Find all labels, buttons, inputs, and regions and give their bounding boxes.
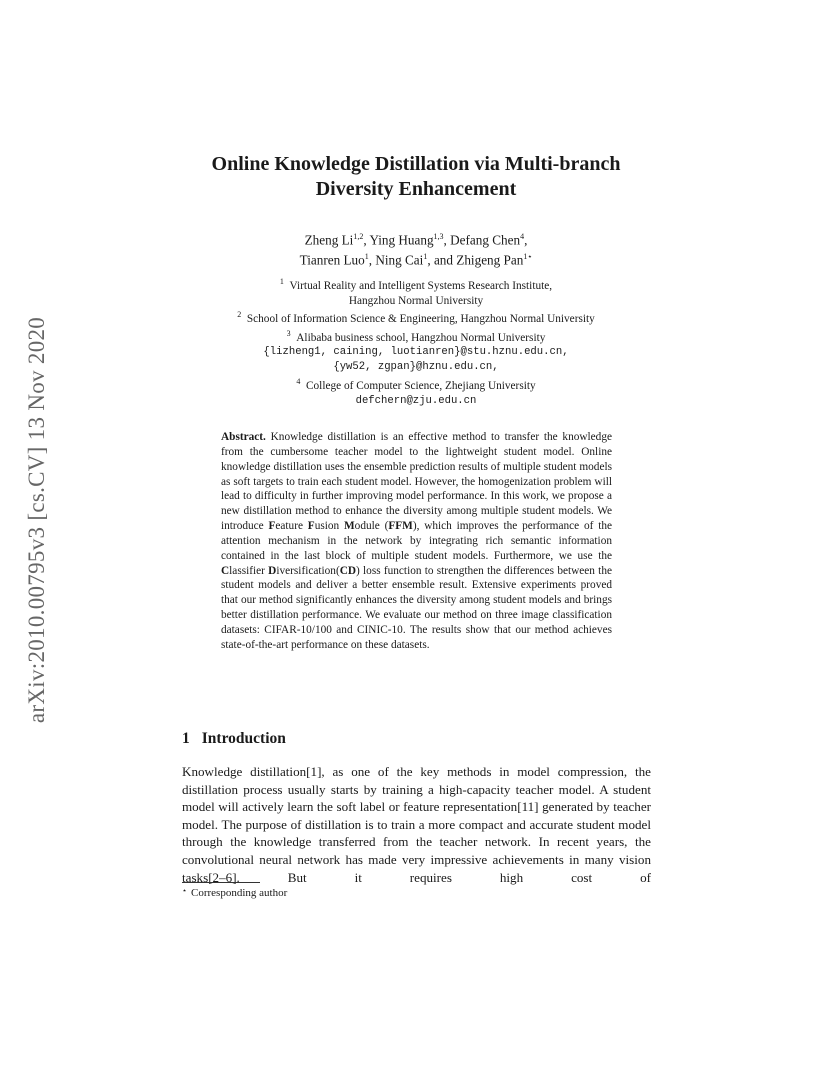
author-name: Zhigeng Pan	[456, 252, 524, 268]
abstract-text: ) loss function to strengthen the differences between the student models and deliver a better ensemble result. Extensive experiments proved that our method significantly enhances the diversity among student models and brings better distillation performance. We evaluate our method on three image classification datasets: CIFAR-10/100 and CINIC-10. The results show that our method achieves state-of-the-art performance on these datasets.	[221, 564, 612, 651]
author-affil-marker: 1,3	[433, 232, 444, 241]
ffm-abbreviation: FFM	[388, 520, 413, 533]
section-title: Introduction	[201, 730, 286, 747]
affil-marker: 4	[296, 377, 301, 387]
cd-word: iversification(	[276, 564, 340, 577]
email-line-1: {lizheng1, caining, luotianren}@stu.hznu.edu.cn,	[263, 346, 569, 359]
ffm-word: eature	[275, 520, 308, 533]
author-conjunction: and	[433, 252, 453, 268]
arxiv-identifier: arXiv:2010.00795v3 [cs.CV] 13 Nov 2020	[24, 316, 49, 724]
ffm-letter: F	[268, 520, 276, 533]
footnote	[182, 886, 287, 899]
affil-marker: 2	[237, 310, 242, 320]
affil-marker: 1	[279, 277, 284, 286]
cd-letter: D	[268, 564, 277, 577]
affil-text: Virtual Reality and Intelligent Systems Research Institute,	[289, 279, 553, 292]
footnote-text: Corresponding author	[191, 887, 288, 899]
affil-text: College of Computer Science, Zhejiang University	[306, 379, 536, 392]
author-affil-marker: 1⋆	[523, 252, 533, 262]
cd-letter: C	[221, 564, 230, 577]
affiliation-2	[150, 308, 682, 327]
author-name: Zheng Li	[304, 232, 354, 248]
author-name: Ying Huang	[369, 232, 434, 248]
section-heading-introduction	[182, 730, 286, 748]
author-affil-marker: 1	[423, 252, 428, 262]
affil-text: Alibaba business school, Hangzhou Normal University	[296, 331, 546, 344]
footnote-marker: ⋆	[182, 886, 188, 895]
affil-marker: 3	[286, 328, 291, 338]
author-affil-marker: 1	[364, 252, 369, 262]
cd-abbreviation: CD	[339, 564, 357, 577]
footnote-rule	[182, 882, 260, 883]
email-line-3: defchern@zju.edu.cn	[355, 394, 477, 407]
authors-line-2: Tianren Luo$^1$, Ning Cai$^1$, and Zhigeng Pan$^{1⋆}$	[299, 252, 533, 268]
introduction-body: Knowledge distillation[1], as one of the key methods in model compression, the distillation process usually starts by training a high-capacity teacher model. A student model will actively learn the soft label or feature representation[11] generated by teacher model. The purpose of distillation is to train a more compact and accurate student model through the knowledge transferred from the teacher network. In recent years, the convolutional neural network has made very impressive achievements in many vision tasks[2–6]. But it requires high cost of	[182, 764, 651, 885]
author-affil-marker: 4	[520, 232, 525, 241]
affil-text: School of Information Science & Engineering, Hangzhou Normal University	[246, 313, 595, 326]
affiliation-4	[150, 375, 682, 394]
abstract	[221, 430, 612, 653]
email-line-2: {yw52, zgpan}@hznu.edu.cn,	[333, 361, 499, 374]
author-name: Ning Cai	[375, 252, 424, 268]
affiliations	[150, 275, 682, 408]
authors-line-1: Zheng Li$^{1,2}$, Ying Huang$^{1,3}$, Defang Chen$^4$,	[304, 232, 528, 248]
author-name: Defang Chen	[450, 232, 521, 248]
title-line-1: Online Knowledge Distillation via Multi-branch	[211, 153, 621, 175]
author-name: Tianren Luo	[299, 252, 365, 268]
abstract-label: Abstract.	[221, 431, 266, 443]
author-list	[150, 228, 682, 269]
ffm-letter: F	[307, 520, 315, 533]
ffm-letter: M	[344, 520, 355, 533]
ffm-word: odule (	[354, 520, 389, 533]
arxiv-sidebar	[22, 280, 52, 760]
title-line-2: Diversity Enhancement	[315, 178, 517, 200]
affiliation-1-cont: Hangzhou Normal University	[348, 294, 484, 307]
abstract-text: Knowledge distillation is an effective method to transfer the knowledge from the cumbersome teacher model to the lightweight student model. Online knowledge distillation uses the ensemble prediction results of multiple student models as soft targets to train each student model. However, the homogenization problem will lead to difficulty in further improving model performance. In this work, we propose a new distillation method to enhance the diversity among multiple student models. We introduce	[221, 431, 612, 533]
cd-word: lassifier	[229, 564, 269, 577]
affiliation-1	[150, 275, 682, 294]
affiliation-3	[150, 327, 682, 346]
author-affil-marker: 1,2	[353, 232, 364, 241]
section-number: 1	[182, 730, 190, 747]
abstract-text: ), which improves the performance of the attention mechanism in the network by integrating rich semantic information contained in the last block of multiple student models. Furthermore, we use the	[221, 520, 612, 562]
ffm-word: usion	[314, 520, 344, 533]
paper-title	[150, 152, 682, 202]
